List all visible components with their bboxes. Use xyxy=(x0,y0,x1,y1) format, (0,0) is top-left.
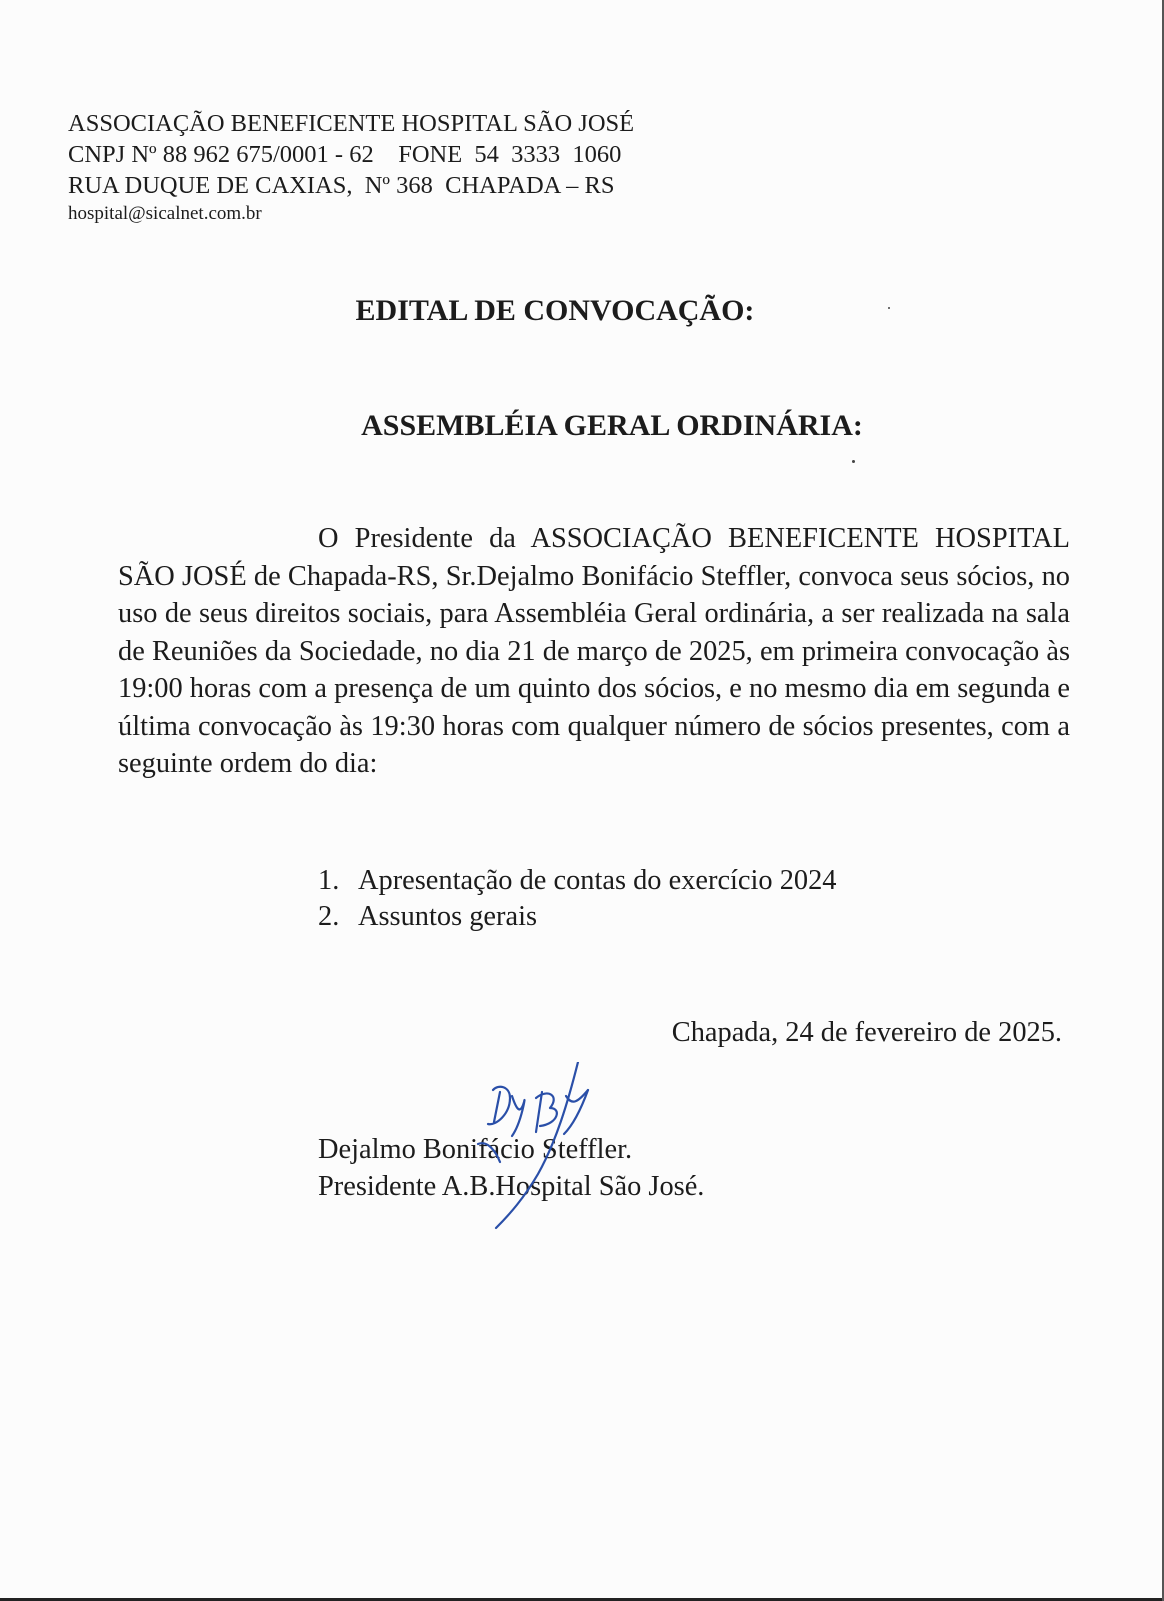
agenda-item-number: 1. xyxy=(318,865,340,896)
agenda-item-text: Apresentação de contas do exercício 2024 xyxy=(358,865,837,896)
email: hospital@sicalnet.com.br xyxy=(68,203,262,224)
place-date: Chapada, 24 de fevereiro de 2025. xyxy=(671,1017,1062,1048)
agenda-list xyxy=(318,863,837,935)
agenda-item xyxy=(318,863,837,899)
agenda-item xyxy=(318,899,837,935)
org-name: ASSOCIAÇÃO BENEFICENTE HOSPITAL SÃO JOSÉ xyxy=(68,110,635,137)
document-title: EDITAL DE CONVOCAÇÃO: xyxy=(355,294,755,327)
agenda-item-number: 2. xyxy=(318,901,340,932)
cnpj-phone: CNPJ Nº 88 962 675/0001 - 62 FONE 54 3333 1060 xyxy=(68,141,622,168)
scan-speck xyxy=(888,307,890,309)
signatory-name: Dejalmo Bonifácio Steffler. xyxy=(318,1134,633,1165)
letterhead xyxy=(68,108,634,227)
scan-speck xyxy=(852,460,855,463)
address: RUA DUQUE DE CAXIAS, Nº 368 CHAPADA – RS xyxy=(68,172,615,199)
convocation-paragraph: O Presidente da ASSOCIAÇÃO BENEFICENTE HOSPITAL SÃO JOSÉ de Chapada-RS, Sr.Dejalmo Bonifácio Steffler, convoca seus sócios, no uso de seus direitos sociais, para Assembléia Geral ordinária, a ser realizada na sala de Reuniões da Sociedade, no dia 21 de março de 2025, em primeira convocação às 19:00 horas com a presença de um quinto dos sócios, e no mesmo dia em segunda e última convocação às 19:30 horas com qualquer número de sócios presentes, com a seguinte ordem do dia: xyxy=(118,523,1070,779)
signatory-role: Presidente A.B.Hospital São José. xyxy=(318,1171,705,1202)
document-subtitle: ASSEMBLÉIA GERAL ORDINÁRIA: xyxy=(361,409,863,442)
handwritten-signature xyxy=(438,1062,618,1232)
agenda-item-text: Assuntos gerais xyxy=(358,901,538,932)
